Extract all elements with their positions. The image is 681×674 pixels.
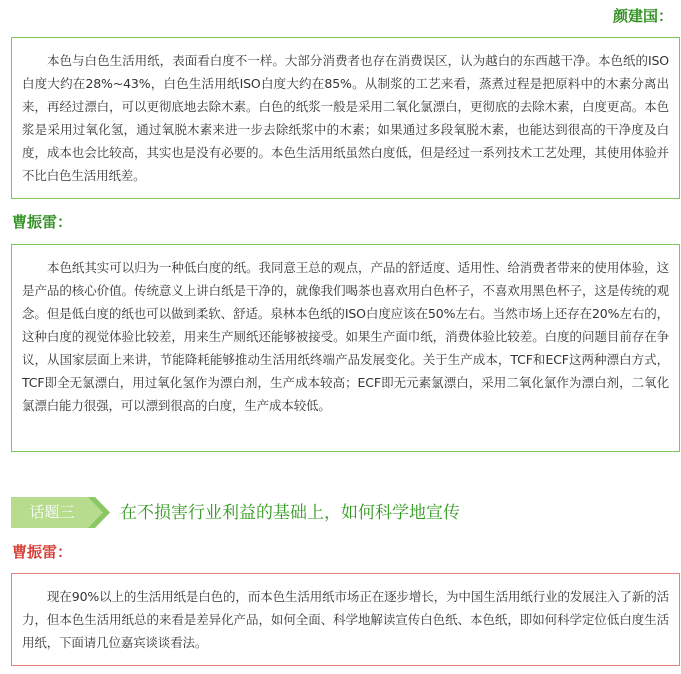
- quote-text-yan: 本色与白色生活用纸，表面看白度不一样。大部分消费者也存在消费误区，认为越白的东西越干净。本色纸的ISO白度大约在28%~43%，白色生活用纸ISO白度大约在85%。从制浆的工艺来看，蒸煮过程是把原料中的木素分离出来，再经过漂白，可以更彻底地去除木素。白色的纸浆一般是采用二氧化氯漂白，更彻底的去除木素，白度更高。本色浆是采用过氧化氢，通过氧脱木素来进一步去除纸浆中的木素；如果通过多段氧脱木素，也能达到很高的干净度及白度，成本也会比较高，其实也是没有必要的。本色生活用纸虽然白度低，但是经过一系列技术工艺处理，其使用体验并不比白色生活用纸差。: [22, 53, 669, 183]
- topic-label: 话题三: [29, 503, 75, 521]
- quote-text-cao: 本色纸其实可以归为一种低白度的纸。我同意王总的观点，产品的舒适度、适用性、给消费者带来的使用体验，这是产品的核心价值。传统意义上讲白纸是干净的，就像我们喝茶也喜欢用白色杯子，不喜欢用黑色杯子，这是传统的观念。但是低白度的纸也可以做到柔软、舒适。泉林本色纸的ISO白度应该在50%左右。当然市场上还存在20%左右的，这种白度的视觉体验比较差，用来生产厕纸还能够被接受。如果生产面巾纸，消费体验比较差。白度的问题目前存在争议，从国家层面上来讲，节能降耗能够推动生活用纸终端产品发展变化。关于生产成本，TCF和ECF这两种漂白方式，TCF即全无氯漂白，用过氧化氢作为漂白剂，生产成本较高；ECF即无元素氯漂白，采用二氧化氯作为漂白剂，二氧化氯漂白能力很强，可以漂到很高的白度，生产成本较低。: [22, 260, 669, 413]
- speaker-name-cao-2: 曹振雷：: [12, 543, 73, 561]
- quote-box-cao-2: [11, 573, 680, 666]
- quote-box-yan: [11, 37, 680, 199]
- speaker-name-yan: 颜建国：: [612, 7, 673, 25]
- quote-text-cao-2: 现在90%以上的生活用纸是白色的，而本色生活用纸市场正在逐步增长，为中国生活用纸行业的发展注入了新的活力，但本色生活用纸总的来看是差异化产品，如何全面、科学地解读宣传白色纸、本色纸，即如何科学定位低白度生活用纸，下面请几位嘉宾谈谈看法。: [22, 589, 669, 650]
- topic-banner: [11, 497, 111, 528]
- speaker-name-cao: 曹振雷：: [12, 213, 73, 231]
- quote-box-cao: [11, 244, 680, 452]
- topic-title: 在不损害行业利益的基础上，如何科学地宣传: [120, 503, 460, 523]
